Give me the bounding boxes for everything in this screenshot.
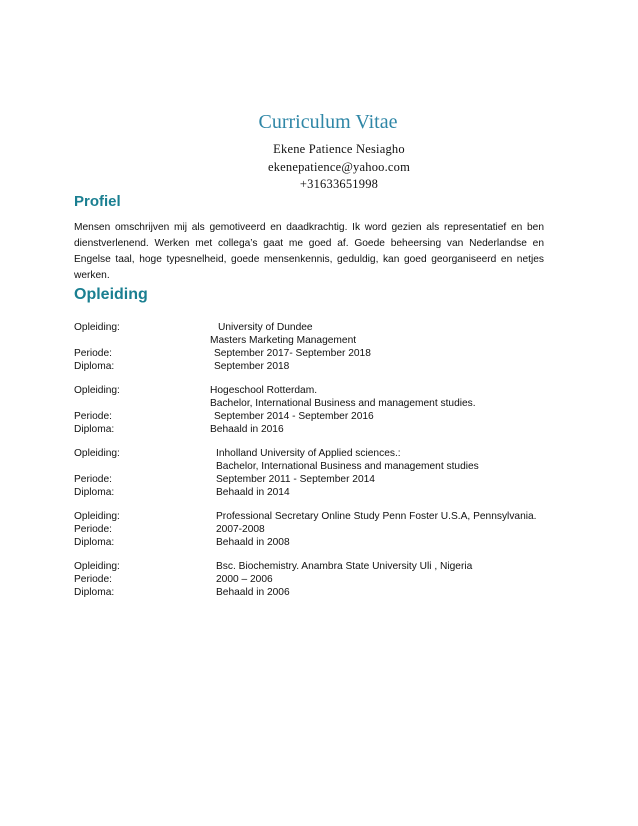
diploma-value: September 2018 (214, 361, 290, 372)
document-title: Curriculum Vitae (258, 111, 398, 133)
periode-value: 2007-2008 (216, 524, 265, 535)
profile-heading: Profiel (74, 193, 121, 210)
education-entry (74, 560, 564, 599)
diploma-label: Diploma: (74, 537, 115, 548)
candidate-phone: +31633651998 (299, 177, 379, 191)
diploma-label: Diploma: (74, 487, 115, 498)
opleiding-label: Opleiding: (74, 322, 120, 333)
periode-value: 2000 – 2006 (216, 574, 273, 585)
education-entry (74, 510, 564, 549)
education-entry (74, 447, 564, 499)
opleiding-detail: Masters Marketing Management (210, 335, 357, 346)
opleiding-value: Inholland University of Applied sciences.: (216, 448, 401, 459)
opleiding-label: Opleiding: (74, 511, 120, 522)
profile-text: Mensen omschrijven mij als gemotiveerd en daadkrachtig. Ik word gezien als representatief en ben dienstverlenend. Werken met collega’s gaat me goed af. Goede beheersing van Nederlandse en Engelse taal, hoge typesnelheid, goede mensenkennis, geduldig, kan goed georganiseerd en netjes werken. (74, 222, 544, 281)
candidate-name: Ekene Patience Nesiagho (273, 142, 405, 156)
opleiding-detail: Bachelor, International Business and management studies. (210, 398, 476, 409)
periode-value: September 2011 - September 2014 (216, 474, 375, 485)
periode-label: Periode: (74, 474, 112, 485)
education-entry (74, 384, 564, 436)
periode-label: Periode: (74, 411, 112, 422)
education-heading: Opleiding (74, 286, 148, 303)
diploma-label: Diploma: (74, 361, 115, 372)
diploma-value: Behaald in 2016 (210, 424, 284, 435)
periode-value: September 2017- September 2018 (214, 348, 371, 359)
diploma-label: Diploma: (74, 424, 115, 435)
opleiding-label: Opleiding: (74, 448, 120, 459)
diploma-label: Diploma: (74, 587, 115, 598)
diploma-value: Behaald in 2014 (216, 487, 290, 498)
opleiding-value: University of Dundee (218, 322, 313, 333)
education-entry (74, 321, 564, 373)
opleiding-value: Bsc. Biochemistry. Anambra State University Uli , Nigeria (216, 561, 473, 572)
opleiding-detail: Bachelor, International Business and management studies (216, 461, 479, 472)
periode-label: Periode: (74, 348, 112, 359)
diploma-value: Behaald in 2008 (216, 537, 290, 548)
candidate-email: ekenepatience@yahoo.com (267, 160, 411, 174)
periode-label: Periode: (74, 524, 112, 535)
periode-label: Periode: (74, 574, 112, 585)
periode-value: September 2014 - September 2016 (214, 411, 374, 422)
opleiding-label: Opleiding: (74, 385, 120, 396)
opleiding-value: Hogeschool Rotterdam. (210, 385, 318, 396)
opleiding-value: Professional Secretary Online Study Penn Foster U.S.A, Pennsylvania. (216, 511, 537, 522)
diploma-value: Behaald in 2006 (216, 587, 290, 598)
opleiding-label: Opleiding: (74, 561, 120, 572)
